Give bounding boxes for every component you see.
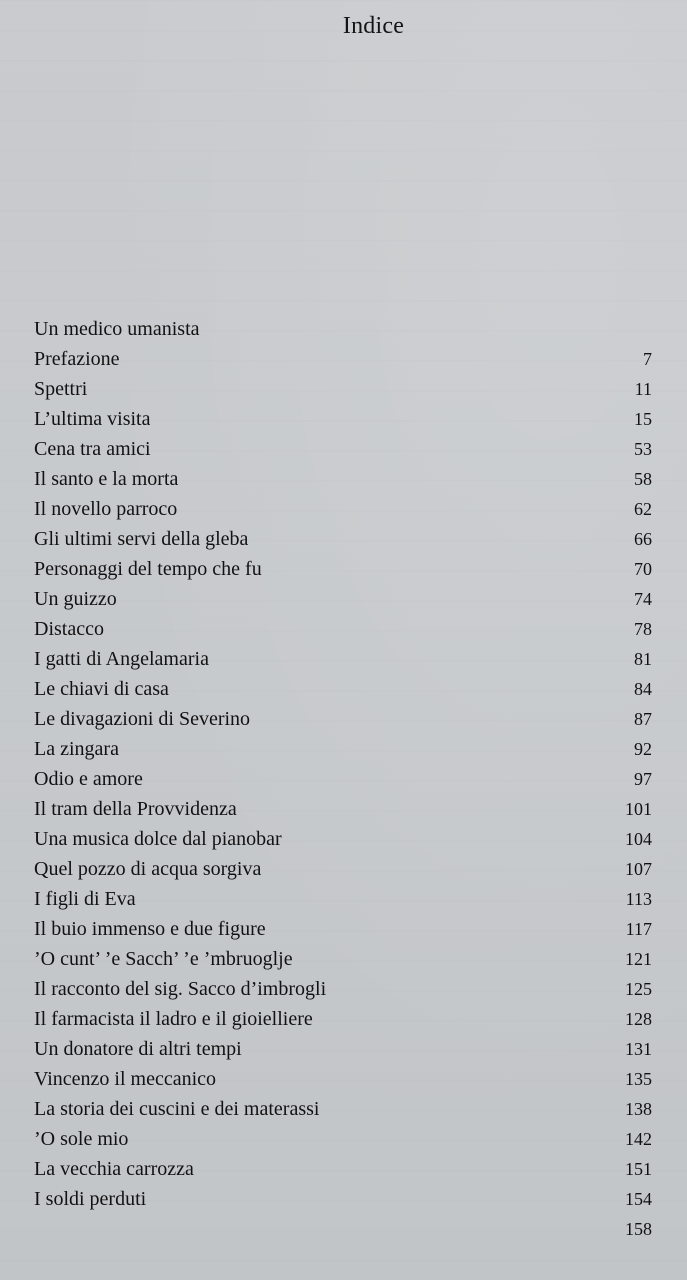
toc-row <box>34 464 670 494</box>
toc-page-number: 62 <box>634 499 652 519</box>
toc-page-number: 15 <box>634 409 652 429</box>
toc-page-number: 117 <box>625 919 652 939</box>
toc-title: Il novello parroco <box>34 498 178 520</box>
toc-page-number: 121 <box>625 949 652 969</box>
toc-title: Cena tra amici <box>34 438 151 460</box>
toc-page-number: 66 <box>634 529 652 549</box>
toc-title: Gli ultimi servi della gleba <box>34 528 249 550</box>
toc-row <box>34 764 670 794</box>
toc-title: La vecchia carrozza <box>34 1158 194 1180</box>
toc-row <box>34 854 670 884</box>
toc-row <box>34 1004 670 1034</box>
toc-page-number: 97 <box>634 769 652 789</box>
toc-page-number: 138 <box>625 1099 652 1119</box>
toc-title: L’ultima visita <box>34 408 151 430</box>
toc-row <box>34 974 670 1004</box>
toc-row <box>34 734 670 764</box>
toc-row <box>34 704 670 734</box>
toc-page-number: 131 <box>625 1039 652 1059</box>
toc-page-number: 113 <box>625 889 652 909</box>
toc-title: Distacco <box>34 618 104 640</box>
toc-row <box>34 524 670 554</box>
toc-title: Spettri <box>34 378 88 400</box>
toc-page-number: 125 <box>625 979 652 999</box>
toc-title: Un guizzo <box>34 588 117 610</box>
toc-title: Un donatore di altri tempi <box>34 1038 242 1060</box>
toc-title: Le divagazioni di Severino <box>34 708 251 730</box>
toc-row <box>34 614 670 644</box>
toc-page-number: 53 <box>634 439 652 459</box>
toc-page-number: 158 <box>625 1219 652 1239</box>
toc-title: La zingara <box>34 738 119 760</box>
toc-title: Vincenzo il meccanico <box>34 1068 217 1090</box>
toc-row <box>34 944 670 974</box>
toc-row <box>34 314 670 344</box>
toc-row <box>34 434 670 464</box>
toc-title: Il farmacista il ladro e il gioielliere <box>34 1008 313 1030</box>
toc-title: Il santo e la morta <box>34 468 179 490</box>
toc-page-number: 92 <box>634 739 652 759</box>
toc-row <box>34 674 670 704</box>
toc-page-number: 78 <box>634 619 652 639</box>
toc-title: I gatti di Angelamaria <box>34 648 209 670</box>
toc-row <box>34 1124 670 1154</box>
toc-page-number: 142 <box>625 1129 652 1149</box>
toc-row <box>34 404 670 434</box>
toc-title: Il buio immenso e due figure <box>34 918 266 940</box>
toc-row <box>34 374 670 404</box>
toc-page-number: 81 <box>634 649 652 669</box>
toc-page-number: 58 <box>634 469 652 489</box>
page-title: Indice <box>342 13 405 39</box>
toc-row <box>34 1034 670 1064</box>
toc-row <box>34 344 670 374</box>
toc-title: I soldi perduti <box>34 1188 147 1210</box>
toc-title: Prefazione <box>34 348 120 370</box>
toc-page-number: 135 <box>625 1069 652 1089</box>
toc-title: Odio e amore <box>34 768 143 790</box>
toc-row <box>34 1064 670 1094</box>
toc-row <box>34 1184 670 1214</box>
toc-page-number: 74 <box>634 589 652 609</box>
toc-page-number: 151 <box>625 1159 652 1179</box>
toc-page-number: 84 <box>634 679 652 699</box>
toc-title: ’O cunt’ ’e Sacch’ ’e ’mbruoglje <box>34 948 293 970</box>
toc-title: I figli di Eva <box>34 888 136 910</box>
toc-title: Una musica dolce dal pianobar <box>34 828 282 850</box>
toc-page-number: 101 <box>625 799 652 819</box>
toc-row <box>34 494 670 524</box>
toc-title: Le chiavi di casa <box>34 678 169 700</box>
toc-page-number: 70 <box>634 559 652 579</box>
toc-page-number: 11 <box>634 379 652 399</box>
toc-page-number: 104 <box>625 829 652 849</box>
toc-title: Il racconto del sig. Sacco d’imbrogli <box>34 978 327 1000</box>
toc-page-number: 87 <box>634 709 652 729</box>
toc-title: La storia dei cuscini e dei materassi <box>34 1098 320 1120</box>
toc-title: Personaggi del tempo che fu <box>34 558 262 580</box>
toc-row <box>34 824 670 854</box>
toc-page-number: 154 <box>625 1189 652 1209</box>
toc-row <box>34 914 670 944</box>
toc-title: Un medico umanista <box>34 318 200 340</box>
toc-row <box>34 554 670 584</box>
toc-page-number: 7 <box>643 349 652 369</box>
toc-title: Il tram della Provvidenza <box>34 798 237 820</box>
toc-row <box>34 584 670 614</box>
toc-page-number: 128 <box>625 1009 652 1029</box>
toc-row <box>34 1094 670 1124</box>
toc-row <box>34 794 670 824</box>
toc-title: ’O sole mio <box>34 1128 129 1150</box>
table-of-contents <box>34 314 670 1244</box>
toc-row <box>34 884 670 914</box>
toc-page-number: 107 <box>625 859 652 879</box>
toc-row <box>34 644 670 674</box>
toc-row <box>34 1214 670 1244</box>
toc-title: Quel pozzo di acqua sorgiva <box>34 858 262 880</box>
toc-row <box>34 1154 670 1184</box>
